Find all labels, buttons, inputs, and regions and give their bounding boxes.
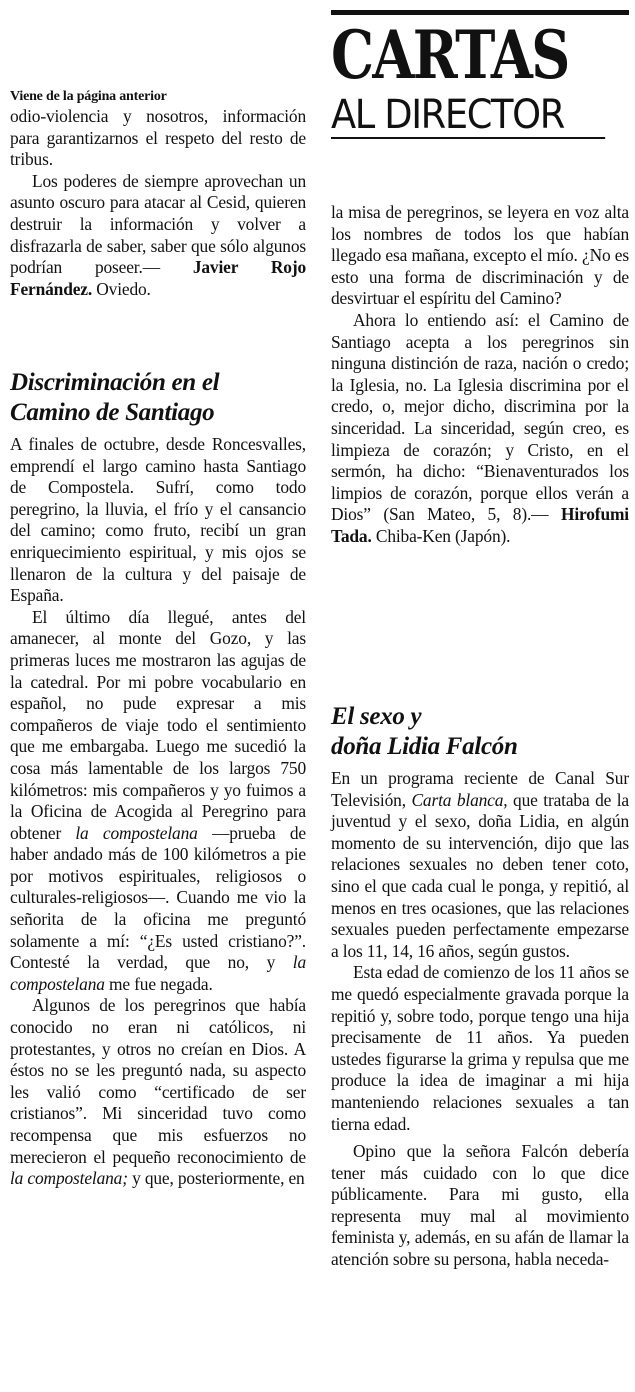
letter-camino-headline-line-1: Discriminación en el bbox=[10, 369, 220, 396]
letter-camino-continuation bbox=[331, 202, 629, 548]
letter-camino-place: Chiba-Ken (Japón). bbox=[371, 525, 511, 546]
masthead-subtitle: AL DIRECTOR bbox=[331, 95, 605, 139]
letter-camino-paragraph-2-em-1: la compostelana bbox=[75, 822, 198, 843]
letter-camino-paragraph-2-b: —prueba de haber andado más de 100 kilómetros a pie por motivos espirituales, religiosos o culturales-religiosos—. Cuando me vio la señorita de la oficina me preguntó solamente a mí: “¿Es usted cristiano?”. Contesté la verdad, que no, y bbox=[10, 822, 307, 973]
letter-lidia-paragraph-3: Opino que la señora Falcón debería tener más cuidado con lo que dice públicamente. Para mi gusto, ella representa muy mal al movimiento feminista y, además, en su afán de llamar la atención sobre su persona, habla neceda- bbox=[331, 1141, 629, 1270]
letter-lidia-falcon bbox=[331, 702, 629, 1271]
letter-lidia-headline-line-1: El sexo y bbox=[331, 703, 422, 730]
letter-lidia-headline-line-2: doña Lidia Falcón bbox=[331, 733, 518, 760]
letter-camino-paragraph-3-a: Algunos de los peregrinos que había conocido no eran ni católicos, ni protestantes, y otros no creían en Dios. A éstos no se les preguntó nada, su aspecto les valió como “certificado de ser cristianos”. Mi sinceridad tuvo como recompensa que mis esfuerzos no merecieron el pequeño reconocimiento de bbox=[10, 995, 306, 1167]
letter-camino-paragraph-2-a: El último día llegué, antes del amanecer, al monte del Gozo, y las primeras luces me mostraron las agujas de la catedral. Por mi pobre vocabulario en español, no pude expresar a mis compañeros de viaje todo el sentimiento que me embargaba. Luego me sucedió la cosa más lamentable de los largos 750 kilómetros: mis compañeros y yo fuimos a la Oficina de Acogida al Peregrino para obtener bbox=[10, 606, 306, 843]
letter-cesid-place: Oviedo. bbox=[92, 278, 151, 299]
letter-cesid-paragraph-2-text: Los poderes de siempre aprovechan un asunto oscuro para atacar al Cesid, quieren destruir la información y volver a disfrazarla de saber, saber que sólo algunos podrían poseer.— bbox=[10, 170, 306, 278]
letter-camino-santiago bbox=[10, 368, 306, 1190]
letter-cesid bbox=[10, 106, 306, 300]
continued-prefix: Viene de la bbox=[10, 89, 77, 104]
letter-camino-signature: Hirofumi Tada. bbox=[331, 504, 629, 546]
letter-camino-continuation-paragraph-2-text: Ahora lo entiendo así: el Camino de Santiago acepta a los peregrinos sin ninguna distinción de raza, nación o credo; la Iglesia, no. La Iglesia discrimina por el credo, o, mejor dicho, discrimina por la sinceridad. La sinceridad, según creo, es limpieza de corazón; y Cristo, en el sermón, ha dicho: “Bienaventurados los limpios de corazón, porque ellos verán a Dios” (San Mateo, 5, 8).— bbox=[331, 309, 629, 525]
letter-lidia-paragraph-2: Esta edad de comienzo de los 11 años se me quedó especialmente gravada porque la repitió y, sobre todo, porque tengo una hija precisamente de 11 años. Ya pueden ustedes figurarse la grima y repulsa que me produce la idea de imaginar a mi hija manteniendo relaciones sexuales a tan tierna edad. bbox=[331, 962, 629, 1134]
letter-lidia-program-name: Carta blanca, bbox=[411, 789, 508, 810]
letter-camino-paragraph-3-em: la compostelana; bbox=[10, 1168, 128, 1189]
letter-lidia-paragraph-1-b: que trataba de la juventud y el sexo, doña Lidia, en algún momento de su intervención, dijo que las relaciones sexuales no deben tener coto, sino el que cada cual le ponga, y repitió, al menos en tres ocasiones, que las relaciones sexuales pueden perfectamente empezarse a los 11, 14, 16 años, según gustos. bbox=[331, 789, 629, 961]
letter-camino-paragraph-2-c: me fue negada. bbox=[104, 973, 213, 994]
letter-camino-paragraph-2 bbox=[10, 607, 306, 996]
continued-from-previous-page bbox=[10, 88, 167, 106]
letter-camino-headline bbox=[10, 368, 306, 428]
masthead bbox=[331, 10, 629, 139]
letter-camino-paragraph-3 bbox=[10, 995, 306, 1189]
continued-page-reference: página anterior bbox=[76, 89, 167, 104]
letter-cesid-paragraph-1: odio-violencia y nosotros, información para garantizarnos el respeto del resto de tribus. bbox=[10, 106, 306, 170]
letter-camino-headline-line-2: Camino de Santiago bbox=[10, 399, 215, 426]
letter-camino-paragraph-1: A finales de octubre, desde Roncesvalles, emprendí el largo camino hasta Santiago de Compostela. Sufrí, como todo peregrino, la lluvia, el frío y el cansancio del camino; como fruto, recibí un gran enriquecimiento espiritual, y mis ojos se llenaron de la cultura y del paisaje de España. bbox=[10, 434, 306, 606]
letter-cesid-signature: Javier Rojo Fernández. bbox=[10, 257, 307, 299]
letter-camino-continuation-paragraph-1: la misa de peregrinos, se leyera en voz alta los nombres de todos los que habían llegado esa mañana, excepto el mío. ¿No es esto una forma de discriminación y de desvirtuar el espíritu del Camino? bbox=[331, 202, 629, 309]
letter-lidia-paragraph-1-a: En un programa reciente de Canal Sur Televisión, bbox=[331, 768, 629, 810]
masthead-title: CARTAS bbox=[331, 16, 569, 94]
letter-lidia-paragraph-1 bbox=[331, 768, 629, 962]
letter-camino-paragraph-3-b: y que, posteriormente, en bbox=[127, 1168, 305, 1189]
letter-cesid-paragraph-2 bbox=[10, 171, 306, 301]
letter-camino-continuation-paragraph-2 bbox=[331, 310, 629, 548]
letter-camino-paragraph-2-em-2: la compostelana bbox=[10, 952, 306, 994]
letter-lidia-headline bbox=[331, 702, 629, 762]
